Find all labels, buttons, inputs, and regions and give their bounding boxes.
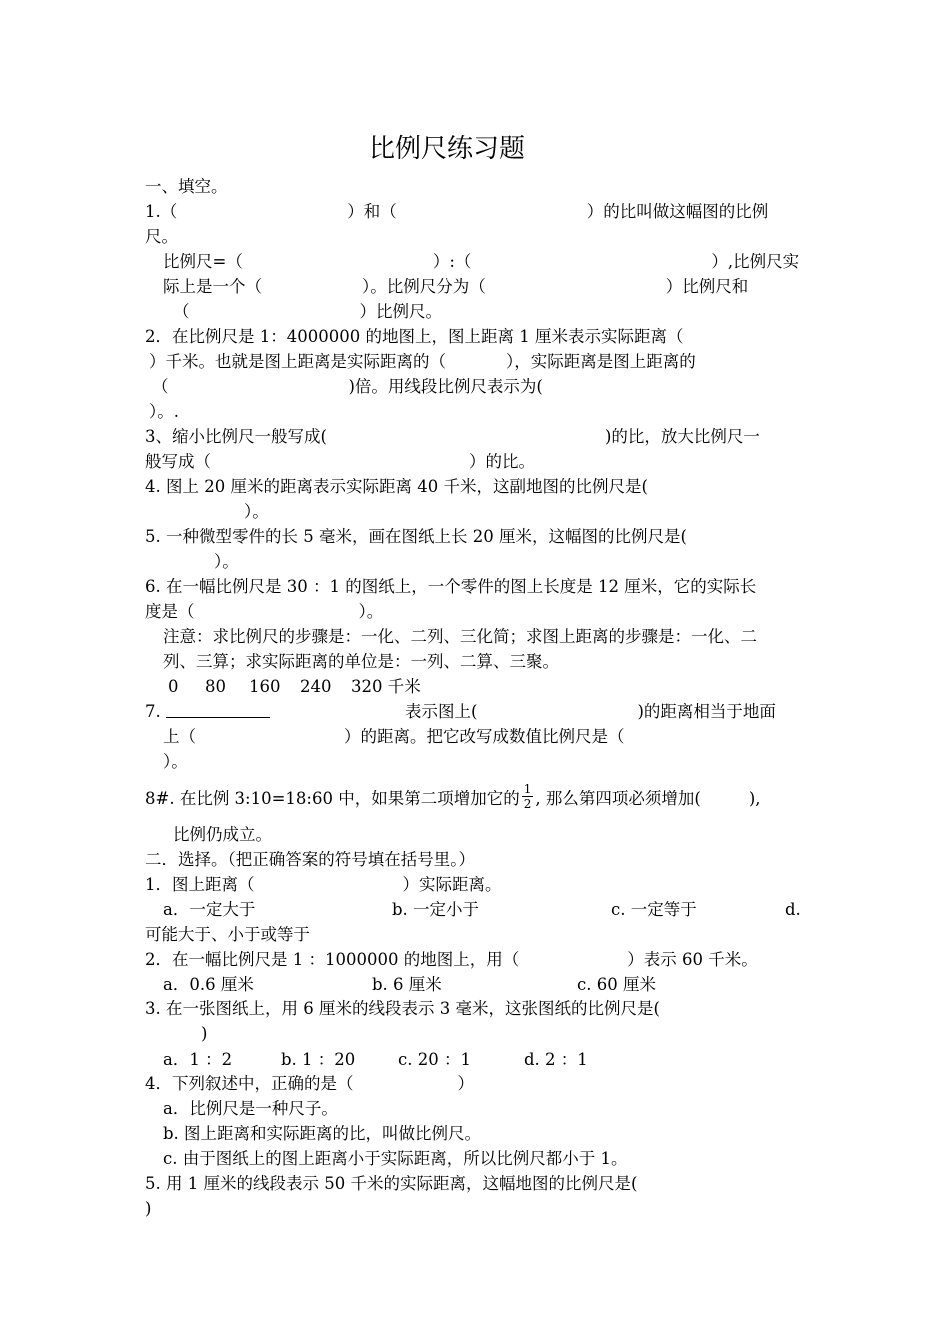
text-segment: ）千米。也就是图上距离是实际距离的（ xyxy=(149,352,446,371)
page-title: 比例尺练习题 xyxy=(368,134,525,164)
choice-3-line-1: 3. 在一张图纸上，用 6 厘米的线段表示 3 毫米，这张图纸的比例尺是( xyxy=(145,999,660,1018)
choice-4-option-a: a．比例尺是一种尺子。 xyxy=(163,1099,338,1118)
question-8-line-1 xyxy=(145,782,761,814)
scale-label-320: 320 千米 xyxy=(351,677,421,696)
text-segment: ），实际距离是图上距离的 xyxy=(506,352,696,371)
note-line-1: 注意：求比例尺的步骤是：一化、二列、三化简；求图上距离的步骤是：一化、二 xyxy=(163,627,757,646)
choice-1-line-3: 可能大于、小于或等于 xyxy=(145,925,310,944)
section-heading-fill-blank: 一、填空。 xyxy=(145,177,228,196)
choice-3-option-c: c. 20 ：1 xyxy=(398,1050,471,1069)
text-segment: 比例尺=（ xyxy=(163,252,243,271)
choice-1-option-b: b. 一定小于 xyxy=(392,900,480,919)
question-7-line-2 xyxy=(163,726,625,748)
scale-label-240: 240 xyxy=(300,677,332,696)
question-3-line-2 xyxy=(145,451,535,473)
choice-2-option-b: b. 6 厘米 xyxy=(372,975,442,994)
choice-2-option-c: c. 60 厘米 xyxy=(577,975,656,994)
text-segment: 1.（ xyxy=(145,202,178,221)
fraction-one-half xyxy=(522,782,534,811)
scale-label-80: 80 xyxy=(205,677,226,696)
text-segment: 上（ xyxy=(163,727,196,746)
fraction-denominator: 2 xyxy=(523,797,532,811)
question-4-line-1: 4. 图上 20 厘米的距离表示实际距离 40 千米，这副地图的比例尺是( xyxy=(145,477,648,496)
text-segment: （ xyxy=(152,377,169,396)
choice-1-option-a: a．一定大于 xyxy=(163,900,256,919)
text-segment: 2．在一幅比例尺是 1 ：1000000 的地图上，用（ xyxy=(145,950,520,969)
question-1-line-5 xyxy=(173,301,442,323)
question-6-line-1: 6. 在一幅比例尺是 30 ：1 的图纸上，一个零件的图上长度是 12 厘米，它的实际长 xyxy=(145,577,757,596)
text-segment: 表示图上( xyxy=(405,702,478,721)
question-1-line-1 xyxy=(145,201,768,223)
text-segment: ）。 xyxy=(358,602,384,621)
question-4-line-2: ）。 xyxy=(244,502,269,521)
text-segment: 1．图上距离（ xyxy=(145,875,255,894)
choice-1-option-c: c. 一定等于 xyxy=(611,900,697,919)
fraction-numerator: 1 xyxy=(523,782,532,796)
text-segment: 8#. 在比例 3:10=18:60 中，如果第二项增加它的 xyxy=(145,789,520,808)
text-segment: ）,比例尺实 xyxy=(711,252,800,271)
choice-1-line-1 xyxy=(145,874,502,896)
choice-2-option-a: a．0.6 厘米 xyxy=(163,975,254,994)
question-7-line-1 xyxy=(405,701,776,723)
section-heading-choice: 二．选择。（把正确答案的符号填在括号里。） xyxy=(145,850,475,869)
choice-4-line-1 xyxy=(145,1073,474,1095)
text-segment: ） xyxy=(457,1074,474,1093)
choice-3-line-2: ) xyxy=(201,1024,208,1043)
question-7-line-3: ）。 xyxy=(163,752,188,771)
text-segment: ）的距离。把它改写成数值比例尺是（ xyxy=(344,727,625,746)
text-segment: ）比例尺。 xyxy=(359,302,442,321)
question-2-line-3 xyxy=(152,376,543,398)
text-segment: )的比，放大比例尺一 xyxy=(604,427,760,446)
choice-5-line-1: 5. 用 1 厘米的线段表示 50 千米的实际距离，这幅地图的比例尺是( xyxy=(145,1174,638,1193)
text-segment: ), xyxy=(748,789,761,808)
question-7-number: 7. xyxy=(145,702,161,721)
text-segment: ）的比。 xyxy=(469,452,535,471)
choice-3-option-b: b. 1 ：20 xyxy=(281,1050,356,1069)
choice-4-option-b: b. 图上距离和实际距离的比，叫做比例尺。 xyxy=(163,1124,482,1143)
question-1-line-2: 尺。 xyxy=(145,227,178,246)
text-segment: 际上是一个（ xyxy=(163,277,262,296)
question-2-line-4: ）。. xyxy=(149,402,179,421)
text-segment: ）表示 60 千米。 xyxy=(627,950,758,969)
text-segment: （ xyxy=(173,302,190,321)
text-segment: ）和（ xyxy=(347,202,397,221)
text-segment: ）。比例尺分为（ xyxy=(362,277,486,296)
question-2-line-2 xyxy=(149,351,696,373)
choice-5-line-2: ) xyxy=(145,1199,152,1218)
scale-label-160: 160 xyxy=(249,677,281,696)
text-segment: 般写成（ xyxy=(145,452,211,471)
choice-2-line-1 xyxy=(145,949,758,971)
choice-4-option-c: c. 由于图纸上的图上距离小于实际距离，所以比例尺都小于 1。 xyxy=(163,1149,628,1168)
text-segment: ）:（ xyxy=(432,252,472,271)
text-segment: 4．下列叙述中，正确的是（ xyxy=(145,1074,354,1093)
question-6-line-2 xyxy=(145,601,383,623)
choice-3-option-d: d. 2 ：1 xyxy=(524,1050,588,1069)
text-segment: )倍。用线段比例尺表示为( xyxy=(348,377,543,396)
scale-label-0: 0 xyxy=(168,677,179,696)
question-5-line-1: 5. 一种微型零件的长 5 毫米，画在图纸上长 20 厘米，这幅图的比例尺是( xyxy=(145,527,687,546)
text-segment: , 那么第四项必须增加( xyxy=(535,789,701,808)
question-3-line-1 xyxy=(145,426,760,448)
text-segment: 度是（ xyxy=(145,602,195,621)
text-segment: 3、缩小比例尺一般写成( xyxy=(145,427,327,446)
question-1-line-3 xyxy=(163,251,799,273)
choice-3-option-a: a．1 ：2 xyxy=(163,1050,233,1069)
text-segment: )的距离相当于地面 xyxy=(637,702,776,721)
text-segment: ）比例尺和 xyxy=(665,277,749,296)
note-line-2: 列、三算；求实际距离的单位是：一列、二算、三聚。 xyxy=(163,652,559,671)
text-segment: ）的比叫做这幅图的比例 xyxy=(586,202,769,221)
line-scale-bar xyxy=(166,701,270,722)
question-1-line-4 xyxy=(163,276,748,298)
text-segment: ）实际距离。 xyxy=(402,875,502,894)
choice-1-option-d: d. xyxy=(785,900,801,919)
question-8-line-2: 比例仍成立。 xyxy=(173,825,272,844)
question-5-line-2: ）。 xyxy=(214,552,239,571)
question-2-line-1: 2．在比例尺是 1：4000000 的地图上，图上距离 1 厘米表示实际距离（ xyxy=(145,327,684,346)
